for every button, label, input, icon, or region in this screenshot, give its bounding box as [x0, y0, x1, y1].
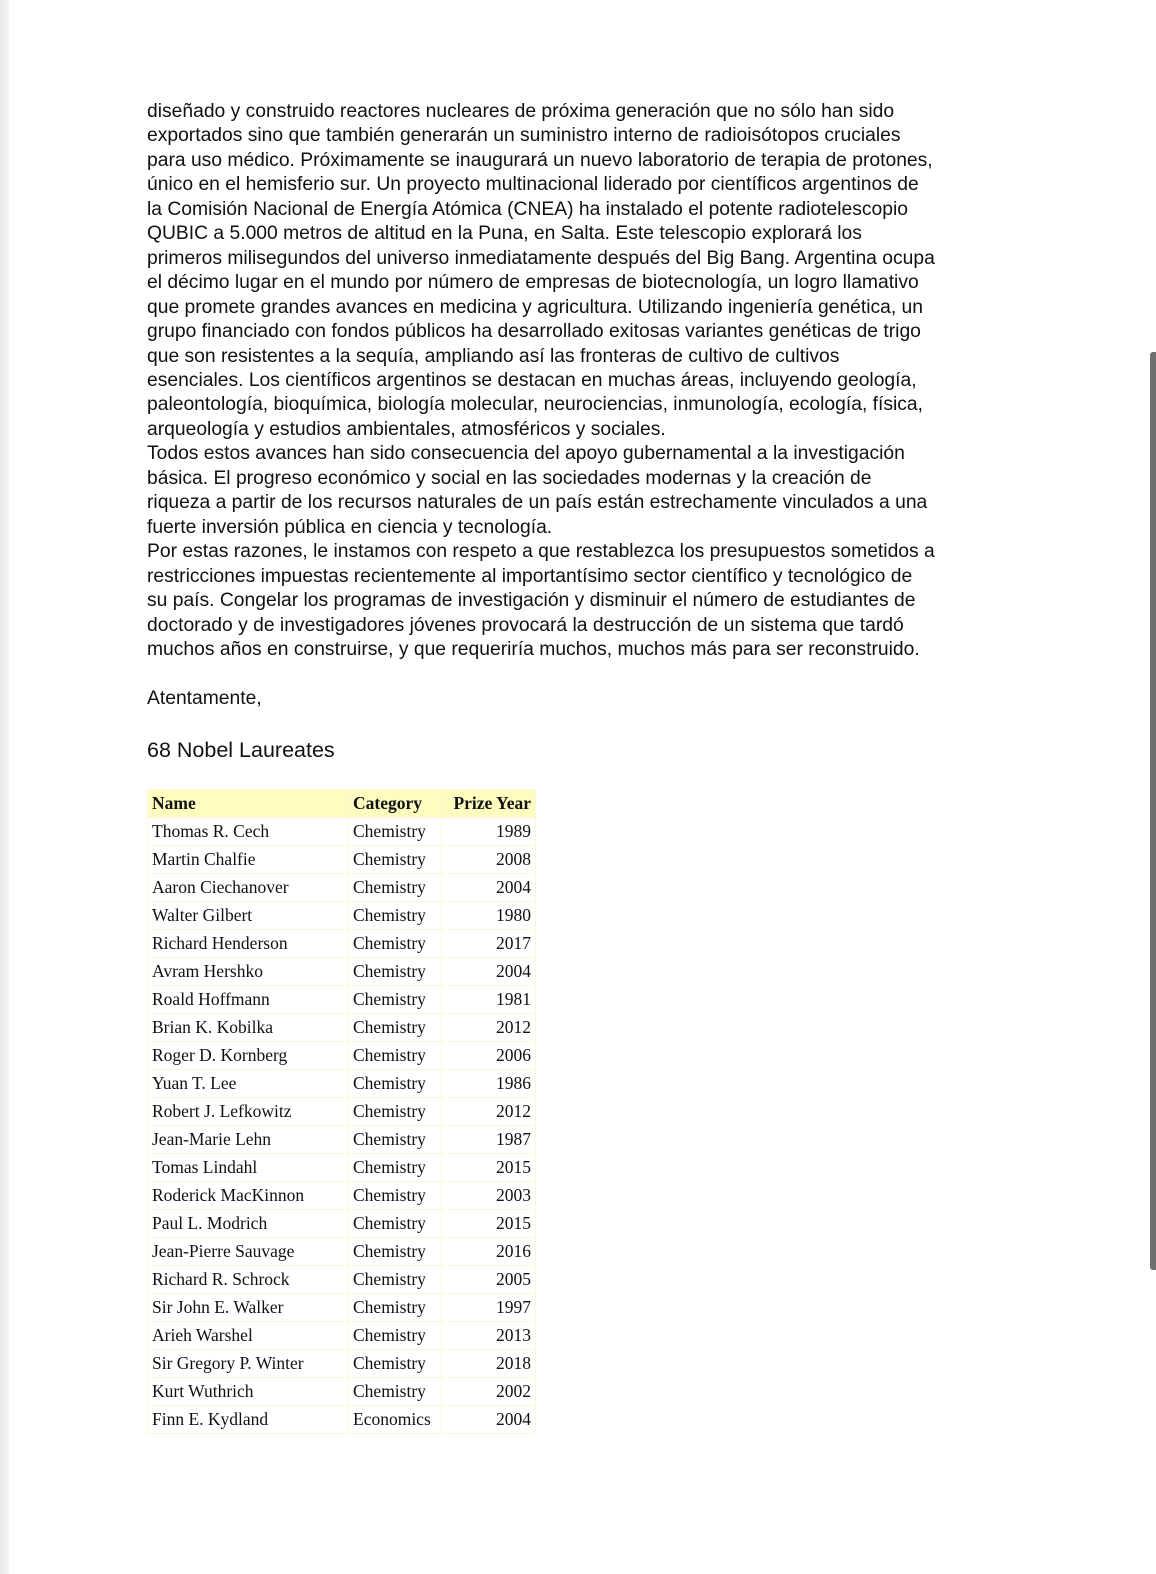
- laureate-category: Chemistry: [349, 1154, 442, 1182]
- laureate-name: Richard Henderson: [148, 930, 349, 958]
- table-row: [148, 846, 536, 874]
- laureate-category: Chemistry: [349, 846, 442, 874]
- laureate-category: Chemistry: [349, 1126, 442, 1154]
- letter-signature: 68 Nobel Laureates: [147, 738, 335, 762]
- laureate-name: Yuan T. Lee: [148, 1070, 349, 1098]
- laureate-category: Chemistry: [349, 1294, 442, 1322]
- laureate-prize-year: 2004: [442, 874, 536, 902]
- header-prize-year: Prize Year: [442, 790, 536, 818]
- laureate-prize-year: 2012: [442, 1014, 536, 1042]
- table-header-row: [148, 790, 536, 818]
- table-row: [148, 902, 536, 930]
- table-row: [148, 1014, 536, 1042]
- laureate-prize-year: 2018: [442, 1350, 536, 1378]
- laureate-category: Chemistry: [349, 1182, 442, 1210]
- laureate-name: Brian K. Kobilka: [148, 1014, 349, 1042]
- laureate-prize-year: 1987: [442, 1126, 536, 1154]
- laureate-prize-year: 2013: [442, 1322, 536, 1350]
- laureate-prize-year: 2003: [442, 1182, 536, 1210]
- vertical-scrollbar-thumb[interactable]: [1150, 352, 1156, 1270]
- paragraph-government-support: Todos estos avances han sido consecuencia del apoyo gubernamental a la investigación básica. El progreso económico y social en las sociedades modernas y la creación de riqueza a partir de los recursos naturales de un país están estrechamente vinculados a una fuerte inversión pública en ciencia y tecnología.: [147, 443, 928, 538]
- laureate-category: Chemistry: [349, 1378, 442, 1406]
- laureate-name: Roger D. Kornberg: [148, 1042, 349, 1070]
- table-row: [148, 1350, 536, 1378]
- paragraph-appeal: Por estas razones, le instamos con respeto a que restablezca los presupuestos sometidos a restricciones impuestas recientemente al importantísimo sector científico y tecnológico de su país. Congelar los programas de investigación y disminuir el número de estudiantes de doctorado y de investigadores jóvenes provocará la destrucción de un sistema que tardó muchos años en construirse, y que requeriría muchos, muchos más para ser reconstruido.: [147, 541, 935, 660]
- header-category: Category: [349, 790, 442, 818]
- laureate-name: Arieh Warshel: [148, 1322, 349, 1350]
- table-row: [148, 1294, 536, 1322]
- table-row: [148, 1182, 536, 1210]
- laureate-prize-year: 2008: [442, 846, 536, 874]
- laureate-prize-year: 2015: [442, 1210, 536, 1238]
- table-row: [148, 930, 536, 958]
- table-row: [148, 1070, 536, 1098]
- laureate-prize-year: 2004: [442, 958, 536, 986]
- laureate-name: Jean-Pierre Sauvage: [148, 1238, 349, 1266]
- laureate-prize-year: 1980: [442, 902, 536, 930]
- laureate-category: Economics: [349, 1406, 442, 1434]
- laureate-name: Kurt Wuthrich: [148, 1378, 349, 1406]
- laureate-prize-year: 2017: [442, 930, 536, 958]
- table-row: [148, 1126, 536, 1154]
- table-row: [148, 1378, 536, 1406]
- laureate-name: Jean-Marie Lehn: [148, 1126, 349, 1154]
- laureate-category: Chemistry: [349, 818, 442, 846]
- laureate-name: Aaron Ciechanover: [148, 874, 349, 902]
- laureate-prize-year: 1986: [442, 1070, 536, 1098]
- table-row: [148, 1098, 536, 1126]
- laureate-prize-year: 2002: [442, 1378, 536, 1406]
- laureate-category: Chemistry: [349, 1266, 442, 1294]
- table-row: [148, 1238, 536, 1266]
- laureate-category: Chemistry: [349, 930, 442, 958]
- laureate-name: Roald Hoffmann: [148, 986, 349, 1014]
- laureate-name: Tomas Lindahl: [148, 1154, 349, 1182]
- laureate-category: Chemistry: [349, 1070, 442, 1098]
- table-row: [148, 818, 536, 846]
- letter-closing: Atentamente,: [147, 688, 262, 709]
- laureate-category: Chemistry: [349, 1350, 442, 1378]
- laureate-prize-year: 2004: [442, 1406, 536, 1434]
- table-row: [148, 986, 536, 1014]
- laureate-category: Chemistry: [349, 874, 442, 902]
- laureate-category: Chemistry: [349, 1238, 442, 1266]
- laureate-category: Chemistry: [349, 1098, 442, 1126]
- table-row: [148, 1322, 536, 1350]
- laureate-name: Richard R. Schrock: [148, 1266, 349, 1294]
- laureate-name: Finn E. Kydland: [148, 1406, 349, 1434]
- header-name: Name: [148, 790, 349, 818]
- laureate-prize-year: 1981: [442, 986, 536, 1014]
- laureate-name: Thomas R. Cech: [148, 818, 349, 846]
- table-row: [148, 874, 536, 902]
- table-row: [148, 1406, 536, 1434]
- laureate-name: Avram Hershko: [148, 958, 349, 986]
- laureate-prize-year: 2012: [442, 1098, 536, 1126]
- laureate-name: Sir John E. Walker: [148, 1294, 349, 1322]
- laureate-prize-year: 2016: [442, 1238, 536, 1266]
- laureate-name: Robert J. Lefkowitz: [148, 1098, 349, 1126]
- laureate-name: Martin Chalfie: [148, 846, 349, 874]
- laureate-name: Sir Gregory P. Winter: [148, 1350, 349, 1378]
- laureate-category: Chemistry: [349, 1014, 442, 1042]
- table-row: [148, 1266, 536, 1294]
- laureate-prize-year: 2005: [442, 1266, 536, 1294]
- table-row: [148, 1042, 536, 1070]
- page-left-gutter: [0, 0, 9, 1574]
- laureate-name: Roderick MacKinnon: [148, 1182, 349, 1210]
- laureate-prize-year: 1997: [442, 1294, 536, 1322]
- laureate-category: Chemistry: [349, 1322, 442, 1350]
- letter-body: [147, 100, 1047, 662]
- table-row: [148, 1210, 536, 1238]
- laureate-prize-year: 1989: [442, 818, 536, 846]
- laureate-category: Chemistry: [349, 1042, 442, 1070]
- laureate-category: Chemistry: [349, 986, 442, 1014]
- table-row: [148, 958, 536, 986]
- laureate-name: Walter Gilbert: [148, 902, 349, 930]
- laureate-name: Paul L. Modrich: [148, 1210, 349, 1238]
- laureate-prize-year: 2006: [442, 1042, 536, 1070]
- laureates-table: [147, 789, 536, 1434]
- paragraph-research-achievements: diseñado y construido reactores nucleares de próxima generación que no sólo han sido exportados sino que también generarán un suministro interno de radioisótopos cruciales para uso médico. Próximamente se inaugurará un nuevo laboratorio de terapia de protones, único en el hemisferio sur. Un proyecto multinacional liderado por científicos argentinos de la Comisión Nacional de Energía Atómica (CNEA) ha instalado el potente radiotelescopio QUBIC a 5.000 metros de altitud en la Puna, en Salta. Este telescopio explorará los primeros milisegundos del universo inmediatamente después del Big Bang. Argentina ocupa el décimo lugar en el mundo por número de empresas de biotecnología, un logro llamativo que promete grandes avances en medicina y agricultura. Utilizando ingeniería genética, un grupo financiado con fondos públicos ha desarrollado exitosas variantes genéticas de trigo que son resistentes a la sequía, ampliando así las fronteras de cultivo de cultivos esenciales. Los científicos argentinos se destacan en muchas áreas, incluyendo geología, paleontología, bioquímica, biología molecular, neurociencias, inmunología, ecología, física, arqueología y estudios ambientales, atmosféricos y sociales.: [147, 101, 935, 440]
- laureate-prize-year: 2015: [442, 1154, 536, 1182]
- laureate-category: Chemistry: [349, 902, 442, 930]
- table-body: [148, 818, 536, 1434]
- laureate-category: Chemistry: [349, 958, 442, 986]
- table-row: [148, 1154, 536, 1182]
- laureate-category: Chemistry: [349, 1210, 442, 1238]
